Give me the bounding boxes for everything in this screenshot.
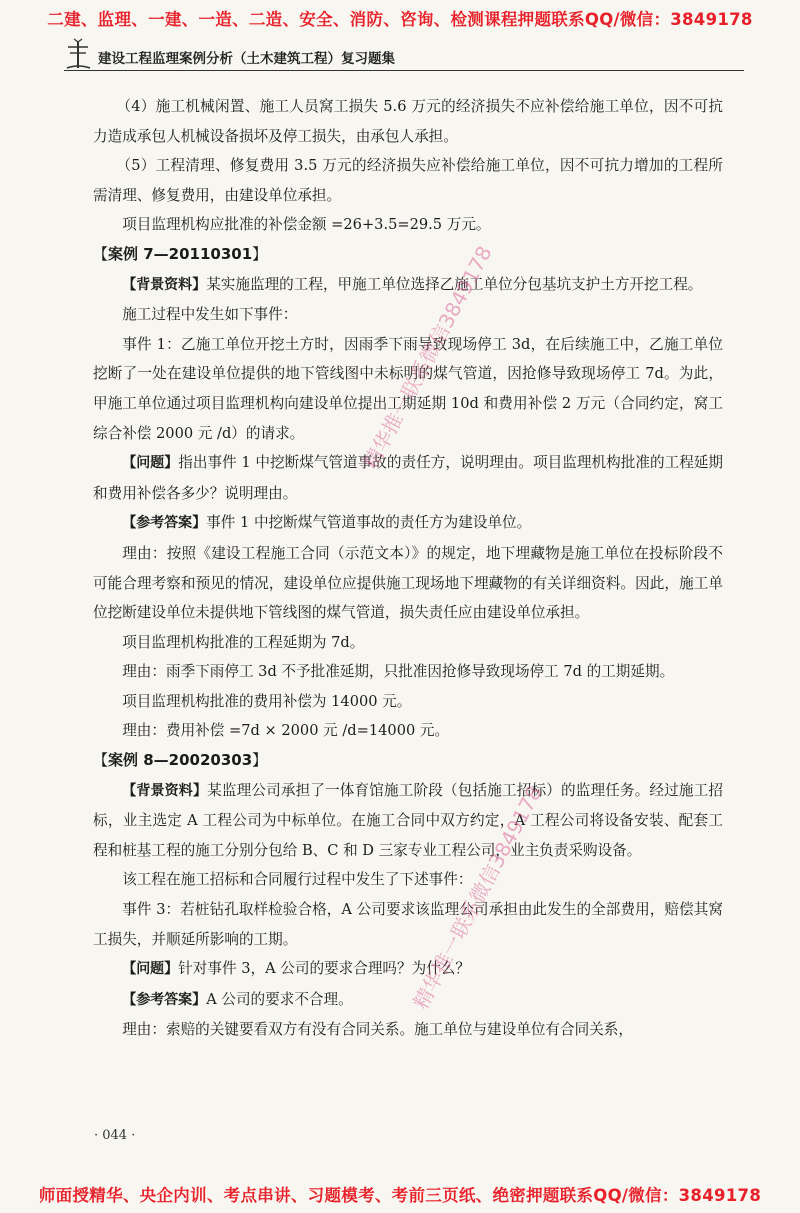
- case-8-title: 【案例 8—20020303】: [93, 751, 268, 770]
- case-7-intro: 施工过程中发生如下事件：: [122, 306, 298, 324]
- case-8-answer: 【参考答案】A 公司的要求不合理。: [122, 990, 353, 1008]
- page-number: · 044 ·: [94, 1128, 136, 1143]
- paragraph: （5）工程清理、修复费用 3.5 万元的经济损失应补偿给施工单位，因不可抗力增加的工程所需清理、修复费用，由建设单位承担。: [93, 157, 723, 204]
- case-7-event-1: 事件 1：乙施工单位开挖土方时，因雨季下雨导致现场停工 3d，在后续施工中，乙施工单位挖断了一处在建设单位提供的地下管线图中未标明的煤气管道，因抢修导致现场停工 7d。为此，甲施工单位通过项目监理机构向建设单位提出工期延期 10d 和费用补偿 2 万元（合同约定，窝工综合补偿 2000 元 /d）的请求。: [93, 335, 723, 442]
- diagonal-watermark: 精华推一联系微信3849178: [408, 781, 547, 1014]
- case-7-background: 【背景资料】某实施监理的工程，甲施工单位选择乙施工单位分包基坑支护土方开挖工程。: [122, 275, 703, 293]
- paragraph: 项目监理机构应批准的补偿金额 =26+3.5=29.5 万元。: [122, 216, 491, 234]
- page-header: [64, 38, 744, 70]
- case-7-question: 【问题】指出事件 1 中挖断煤气管道事故的责任方，说明理由。项目监理机构批准的工程延期和费用补偿各多少？说明理由。: [93, 454, 724, 502]
- header-divider: [64, 70, 744, 71]
- case-7-delay: 项目监理机构批准的工程延期为 7d。: [122, 633, 365, 651]
- case-7-cost: 项目监理机构批准的费用补偿为 14000 元。: [122, 692, 412, 710]
- case-8-intro: 该工程在施工招标和合同履行过程中发生了下述事件：: [122, 871, 473, 889]
- book-title: 建设工程监理案例分析（土木建筑工程）复习题集: [98, 51, 395, 67]
- case-8-question: 【问题】针对事件 3，A 公司的要求合理吗？为什么？: [122, 960, 470, 978]
- signpost-tree-icon: [64, 38, 92, 70]
- case-8-event-3: 事件 3：若桩钻孔取样检验合格，A 公司要求该监理公司承担由此发生的全部费用，赔偿其窝工损失，并顺延所影响的工期。: [93, 901, 723, 948]
- case-7-title: 【案例 7—20110301】: [93, 244, 268, 263]
- paragraph: （4）施工机械闲置、施工人员窝工损失 5.6 万元的经济损失不应补偿给施工单位，因不可抗力造成承包人机械设备损坏及停工损失，由承包人承担。: [93, 98, 723, 145]
- case-7-reason-2: 理由：雨季下雨停工 3d 不予批准延期，只批准因抢修导致现场停工 7d 的工期延期。: [122, 663, 675, 681]
- case-8-background: 【背景资料】某监理公司承担了一体育馆施工阶段（包括施工招标）的监理任务。经过施工招标，业主选定 A 工程公司为中标单位。在施工合同中双方约定，A 工程公司将设备安装、配套工程和桩基工程的施工分别分包给 B、C 和 D 三家专业工程公司，业主负责采购设备。: [93, 781, 724, 859]
- case-7-reason-1: 理由：按照《建设工程施工合同（示范文本）》的规定，地下埋藏物是施工单位在投标阶段不可能合理考察和预见的情况，建设单位应提供施工现场地下埋藏物的有关详细资料。因此，施工单位挖断建设单位未提供地下管线图的煤气管道，损失责任应由建设单位承担。: [93, 544, 723, 622]
- bottom-promo-banner: 师面授精华、央企内训、考点串讲、习题模考、考前三页纸、绝密押题联系QQ/微信：3849178: [38, 1186, 762, 1205]
- case-8-reason: 理由：索赔的关键要看双方有没有合同关系。施工单位与建设单位有合同关系，: [122, 1021, 633, 1039]
- top-promo-banner: 二建、监理、一建、一造、二造、安全、消防、咨询、检测课程押题联系QQ/微信：3849178: [47, 10, 753, 29]
- page-body: [93, 92, 723, 1045]
- case-7-answer: 【参考答案】事件 1 中挖断煤气管道事故的责任方为建设单位。: [122, 514, 532, 532]
- case-7-reason-3: 理由：费用补偿 =7d × 2000 元 /d=14000 元。: [122, 722, 450, 740]
- diagonal-watermark: 精华推一联系微信3849178: [358, 241, 497, 474]
